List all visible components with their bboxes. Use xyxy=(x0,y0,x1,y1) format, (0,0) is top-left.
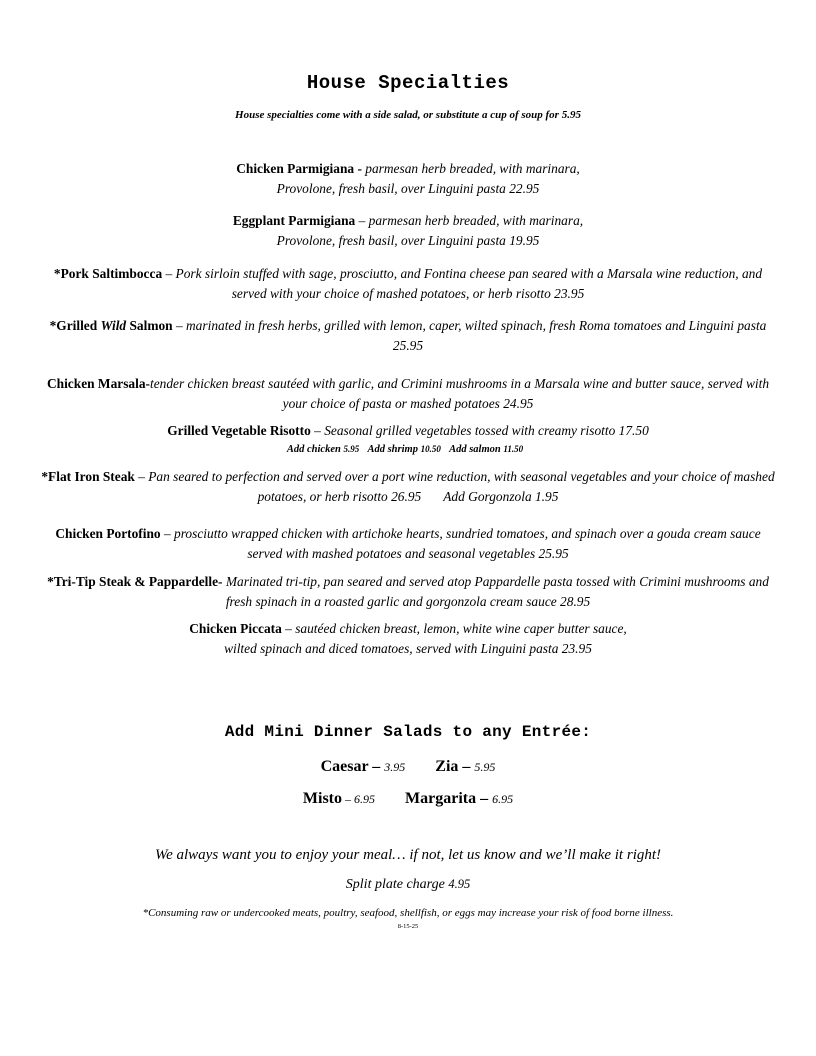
addon-chicken-label: Add chicken xyxy=(286,444,341,455)
salad-misto-dash: – xyxy=(342,792,355,806)
addon-shrimp-price: 10.50 xyxy=(420,444,441,454)
addon-salmon-label: Add salmon xyxy=(449,444,501,455)
menu-item-chicken-marsala xyxy=(40,374,776,414)
item-name: Chicken Portofino xyxy=(55,526,161,541)
salad-misto-price: 6.95 xyxy=(354,792,376,806)
item-description: prosciutto wrapped chicken with artichoke hearts, sundried tomatoes, and spinach over a gouda cream sauce served with mashed potatoes and seasonal vegetables 25.95 xyxy=(174,526,761,561)
item-name: *Pork Saltimbocca xyxy=(53,266,163,281)
item-name-part-c: Salmon xyxy=(126,318,173,333)
addon-salmon-price: 11.50 xyxy=(503,444,524,454)
menu-item-grilled-wild-salmon xyxy=(40,316,776,356)
menu-item-tri-tip-steak-pappardelle xyxy=(40,572,776,612)
split-plate-price: 4.95 xyxy=(448,877,471,891)
item-extra: Add Gorgonzola 1.95 xyxy=(443,489,559,504)
item-dash: – xyxy=(310,423,325,438)
salads-heading: Add Mini Dinner Salads to any Entrée: xyxy=(224,723,592,741)
salad-margarita-name: Margarita – xyxy=(405,790,493,807)
item-dash: – xyxy=(134,469,149,484)
item-dash: – xyxy=(162,266,176,281)
salad-misto-name: Misto xyxy=(302,790,343,807)
item-name-part-a: *Grilled xyxy=(49,318,101,333)
item-dash: – xyxy=(355,213,369,228)
addon-chicken-price: 5.95 xyxy=(343,444,360,454)
item-description: Pan seared to perfection and served over a port wine reduction, with seasonal vegetables and your choice of mashed potatoes, or herb risotto 26.95 xyxy=(148,469,775,504)
split-plate-charge xyxy=(0,877,816,893)
item-description: Pork sirloin stuffed with sage, prosciutto, and Fontina cheese pan seared with a Marsala wine reduction, and served with your choice of mashed potatoes, or herb risotto 23.95 xyxy=(175,266,763,301)
page-subtitle: House specialties come with a side salad, or substitute a cup of soup for 5.95 xyxy=(235,109,581,121)
salads-row-2 xyxy=(0,788,816,810)
item-description-line2: Provolone, fresh basil, over Linguini pasta 19.95 xyxy=(276,233,540,248)
item-dash: – xyxy=(281,621,296,636)
item-description: tender chicken breast sautéed with garlic, and Crimini mushrooms in a Marsala wine and butter sauce, served with your choice of pasta or mashed potatoes 24.95 xyxy=(150,376,770,411)
item-name: Chicken Parmigiana - xyxy=(236,161,366,176)
item-description-line2: Provolone, fresh basil, over Linguini pasta 22.95 xyxy=(276,181,540,196)
salad-caesar-name: Caesar – xyxy=(320,758,385,775)
health-disclaimer: *Consuming raw or undercooked meats, poultry, seafood, shellfish, or eggs may increase your risk of food borne illness. xyxy=(142,907,674,919)
salad-zia-price: 5.95 xyxy=(474,760,496,774)
item-name: Grilled Vegetable Risotto xyxy=(167,423,311,438)
item-description: marinated in fresh herbs, grilled with lemon, caper, wilted spinach, fresh Roma tomatoes and Linguini pasta 25.95 xyxy=(186,318,767,353)
item-name xyxy=(50,318,173,333)
closing-message: We always want you to enjoy your meal… if not, let us know and we’ll make it right! xyxy=(154,847,662,863)
item-name: Eggplant Parmigiana xyxy=(232,213,356,228)
item-description: sautéed chicken breast, lemon, white wine caper butter sauce, xyxy=(295,621,627,636)
salads-row-1 xyxy=(0,756,816,778)
salad-margarita-price: 6.95 xyxy=(492,792,514,806)
item-name: *Flat Iron Steak xyxy=(41,469,135,484)
item-name: Chicken Marsala- xyxy=(46,376,150,391)
menu-item-pork-saltimbocca xyxy=(40,264,776,304)
item-description: parmesan herb breaded, with marinara, xyxy=(365,161,580,176)
item-name: Chicken Piccata xyxy=(189,621,282,636)
date-code: 8-15-25 xyxy=(397,923,419,930)
menu-item-eggplant-parmigiana xyxy=(40,211,776,251)
item-name: *Tri-Tip Steak & Pappardelle- xyxy=(47,574,223,589)
salad-caesar-price: 3.95 xyxy=(384,760,406,774)
item-description: Marinated tri-tip, pan seared and served atop Pappardelle pasta tossed with Crimini mushrooms and fresh spinach in a roasted garlic and gorgonzola cream sauce 28.95 xyxy=(222,574,769,609)
menu-item-chicken-piccata xyxy=(40,619,776,659)
split-plate-label: Split plate charge xyxy=(345,877,449,892)
menu-item-chicken-parmigiana xyxy=(40,159,776,199)
item-dash: – xyxy=(172,318,187,333)
salad-zia-name: Zia – xyxy=(435,758,475,775)
menu-item-flat-iron-steak xyxy=(40,467,776,507)
addon-shrimp-label: Add shrimp xyxy=(367,444,418,455)
item-name-part-b: Wild xyxy=(100,318,127,333)
risotto-addons xyxy=(0,441,816,458)
item-description: parmesan herb breaded, with marinara, xyxy=(368,213,584,228)
item-description-line2: wilted spinach and diced tomatoes, served with Linguini pasta 23.95 xyxy=(224,641,592,656)
menu-item-chicken-portofino xyxy=(40,524,776,564)
menu-item-grilled-vegetable-risotto xyxy=(40,421,776,441)
page-title: House Specialties xyxy=(306,72,510,94)
item-description: Seasonal grilled vegetables tossed with creamy risotto 17.50 xyxy=(324,423,649,438)
item-dash: – xyxy=(160,526,175,541)
